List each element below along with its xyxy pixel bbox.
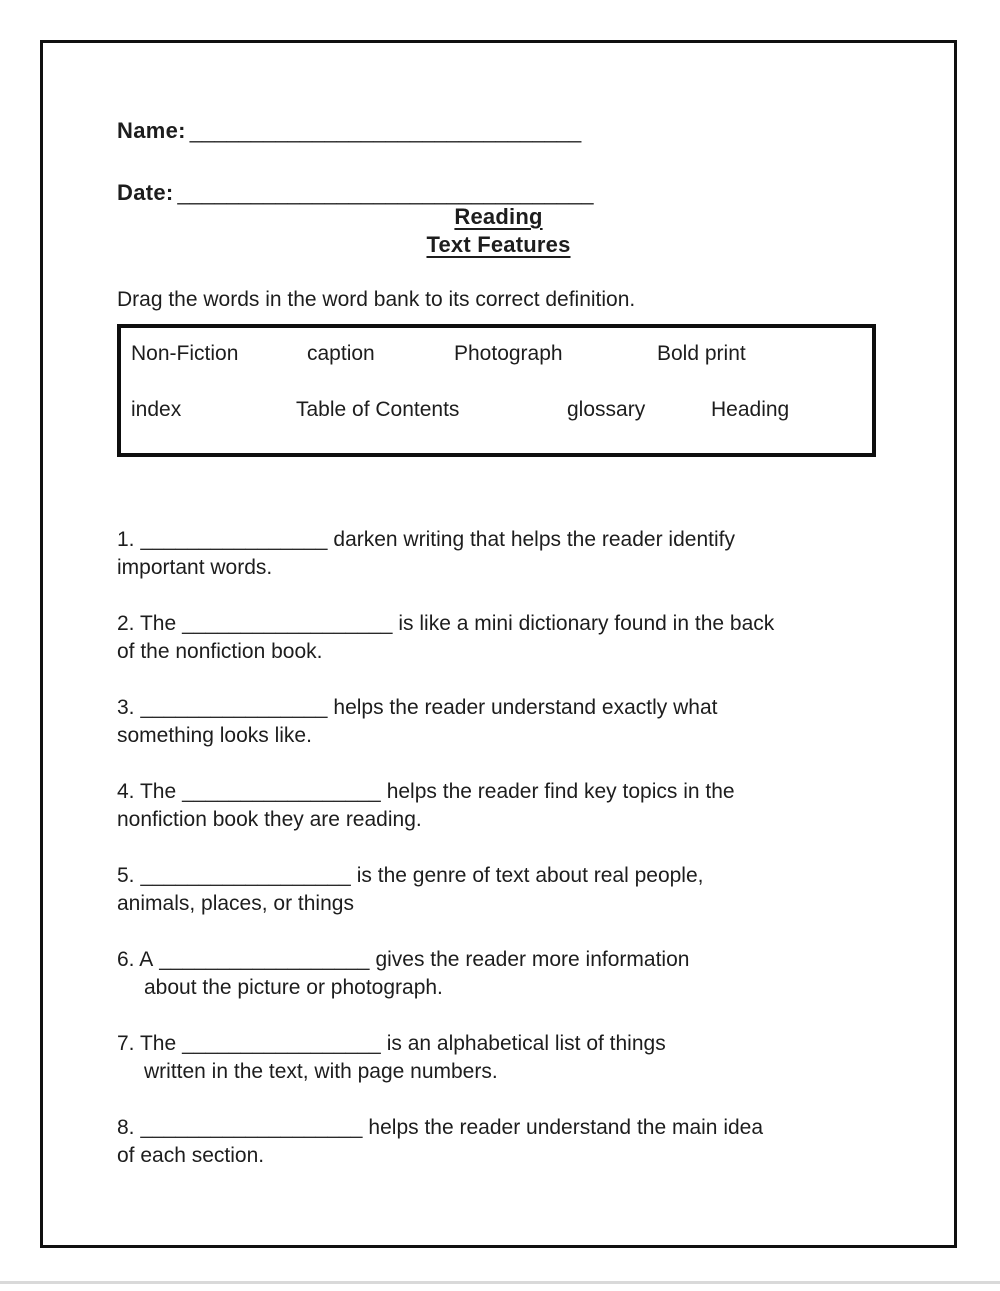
instruction-text: Drag the words in the word bank to its correct definition. (117, 288, 636, 311)
word-chip-table-of-contents[interactable]: Table of Contents (296, 398, 460, 421)
question-5-line-2: animals, places, or things (117, 892, 354, 915)
question-2-text: is like a mini dictionary found in the back (398, 612, 775, 635)
question-item-6 (117, 946, 917, 1002)
answer-blank-2[interactable]: __________________ (182, 612, 393, 635)
answer-blank-4[interactable]: _________________ (182, 780, 381, 803)
question-8-text: helps the reader understand the main idea (368, 1116, 764, 1139)
question-8-line-2: of each section. (117, 1144, 265, 1167)
question-item-1 (117, 526, 917, 582)
question-item-3 (117, 694, 917, 750)
word-bank-box (117, 324, 876, 457)
question-7-text: is an alphabetical list of things (386, 1032, 666, 1055)
question-4-line-1 (117, 778, 917, 806)
word-chip-caption[interactable]: caption (307, 342, 375, 365)
question-2-prefix: 2. The (117, 612, 177, 635)
question-8-prefix: 8. (117, 1116, 135, 1139)
scan-artifact-line (0, 1281, 1000, 1284)
question-1-prefix: 1. (117, 528, 135, 551)
question-6-prefix: 6. A (117, 948, 154, 971)
question-3-text: helps the reader understand exactly what (333, 696, 718, 719)
question-6-line-2: about the picture or photograph. (144, 976, 443, 999)
word-chip-photograph[interactable]: Photograph (454, 342, 563, 365)
answer-blank-6[interactable]: __________________ (159, 948, 370, 971)
page-border-frame (40, 40, 957, 1248)
question-7-line-2: written in the text, with page numbers. (144, 1060, 498, 1083)
answer-blank-8[interactable]: ___________________ (140, 1116, 363, 1139)
question-3-line-2: something looks like. (117, 724, 312, 747)
question-4-text: helps the reader find key topics in the (386, 780, 735, 803)
question-1-line-1 (117, 526, 917, 554)
name-field (117, 117, 581, 145)
word-chip-non-fiction[interactable]: Non-Fiction (131, 342, 239, 365)
question-8-line-1 (117, 1114, 917, 1142)
word-chip-index[interactable]: index (131, 398, 182, 421)
question-item-5 (117, 862, 917, 918)
question-item-7 (117, 1030, 917, 1086)
answer-blank-3[interactable]: ________________ (140, 696, 328, 719)
question-6-text: gives the reader more information (375, 948, 690, 971)
worksheet-title (43, 203, 954, 259)
question-7-prefix: 7. The (117, 1032, 177, 1055)
answer-blank-7[interactable]: _________________ (182, 1032, 381, 1055)
title-line-2: Text Features (426, 232, 571, 257)
date-label: Date: (117, 180, 174, 205)
date-blank-line[interactable]: __________________________________ (177, 180, 594, 205)
word-chip-heading[interactable]: Heading (711, 398, 790, 421)
question-4-line-2: nonfiction book they are reading. (117, 808, 422, 831)
question-7-line-1 (117, 1030, 917, 1058)
title-line-1: Reading (454, 204, 543, 229)
word-chip-glossary[interactable]: glossary (567, 398, 646, 421)
word-chip-bold-print[interactable]: Bold print (657, 342, 746, 365)
answer-blank-1[interactable]: ________________ (140, 528, 328, 551)
name-label: Name: (117, 118, 186, 143)
name-blank-line[interactable]: ________________________________ (189, 118, 582, 143)
question-1-line-2: important words. (117, 556, 273, 579)
question-3-prefix: 3. (117, 696, 135, 719)
question-1-text: darken writing that helps the reader identify (333, 528, 735, 551)
question-5-text: is the genre of text about real people, (356, 864, 704, 887)
question-5-prefix: 5. (117, 864, 135, 887)
question-3-line-1 (117, 694, 917, 722)
question-6-line-1 (117, 946, 917, 974)
answer-blank-5[interactable]: __________________ (140, 864, 351, 887)
question-item-8 (117, 1114, 917, 1170)
question-4-prefix: 4. The (117, 780, 177, 803)
question-item-2 (117, 610, 917, 666)
question-2-line-2: of the nonfiction book. (117, 640, 323, 663)
question-item-4 (117, 778, 917, 834)
questions-list (117, 526, 917, 1198)
question-5-line-1 (117, 862, 917, 890)
question-2-line-1 (117, 610, 917, 638)
